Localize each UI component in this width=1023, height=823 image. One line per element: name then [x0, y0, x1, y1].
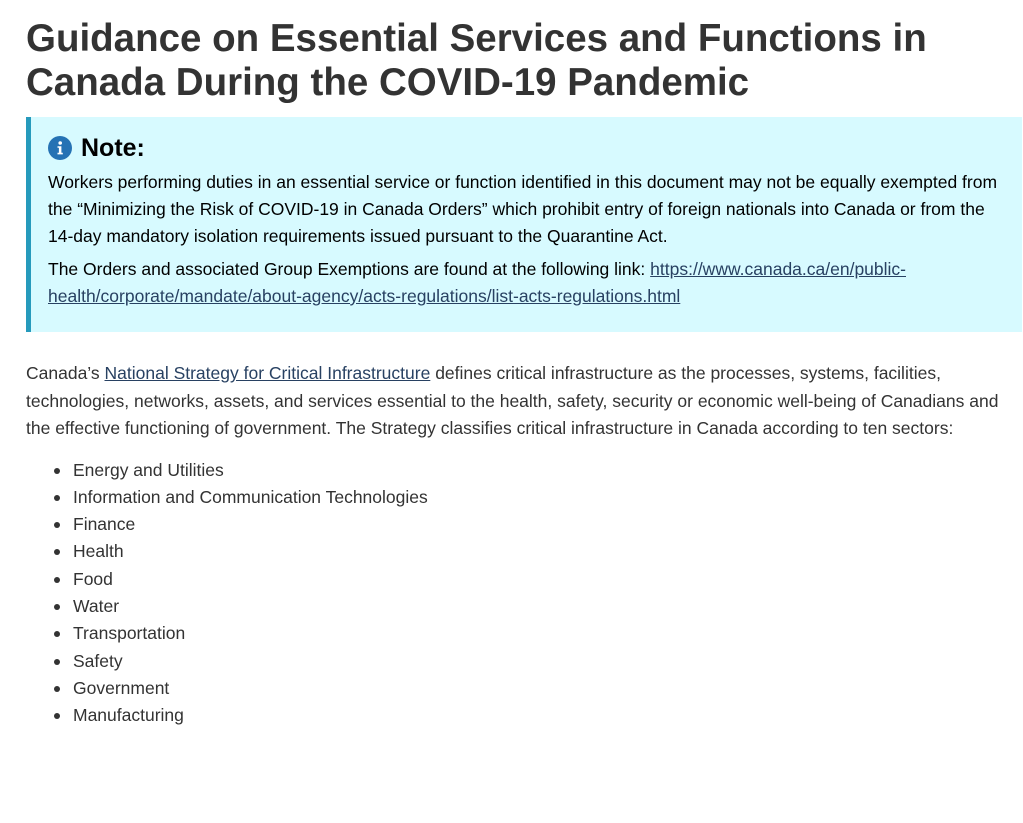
note-box [26, 117, 1022, 332]
note-paragraph-exemption: Workers performing duties in an essential service or function identified in this document may not be equally exempted from the “Minimizing the Risk of COVID-19 in Canada Orders” which prohibit entry of foreign nationals into Canada or from the 14-day mandatory isolation requirements issued pursuant to the Quarantine Act. [48, 172, 998, 246]
page-content [26, 0, 1002, 729]
page-title: Guidance on Essential Services and Functions in Canada During the COVID-19 Pandemic [26, 17, 927, 104]
list-item: Finance [73, 511, 1002, 538]
list-item: Health [73, 538, 1002, 565]
list-item: Government [73, 675, 1002, 702]
note-title: Note: [81, 134, 145, 162]
list-item: Manufacturing [73, 702, 1002, 729]
acts-regulations-link[interactable]: https://www.canada.ca/en/public-health/corporate/mandate/about-agency/acts-regulations/list-acts-regulations.html [48, 259, 906, 306]
sector-list [26, 457, 1002, 730]
list-item: Water [73, 593, 1002, 620]
note-header [48, 133, 1002, 163]
note-paragraph-orders [48, 256, 1002, 310]
intro-suffix: defines critical infrastructure as the processes, systems, facilities, technologies, networks, assets, and services essential to the health, safety, security or economic well-being of Canadians and the effective functioning of government. The Strategy classifies critical infrastructure in Canada according to ten sectors: [26, 363, 999, 438]
info-icon [48, 136, 72, 160]
intro-prefix: Canada’s [26, 363, 105, 383]
intro-paragraph [26, 360, 1002, 443]
note-orders-text: The Orders and associated Group Exemptions are found at the following link: [48, 259, 646, 279]
list-item: Transportation [73, 620, 1002, 647]
list-item: Energy and Utilities [73, 457, 1002, 484]
list-item: Information and Communication Technologies [73, 484, 1002, 511]
list-item: Safety [73, 648, 1002, 675]
national-strategy-link[interactable]: National Strategy for Critical Infrastructure [104, 363, 431, 383]
list-item: Food [73, 566, 1002, 593]
